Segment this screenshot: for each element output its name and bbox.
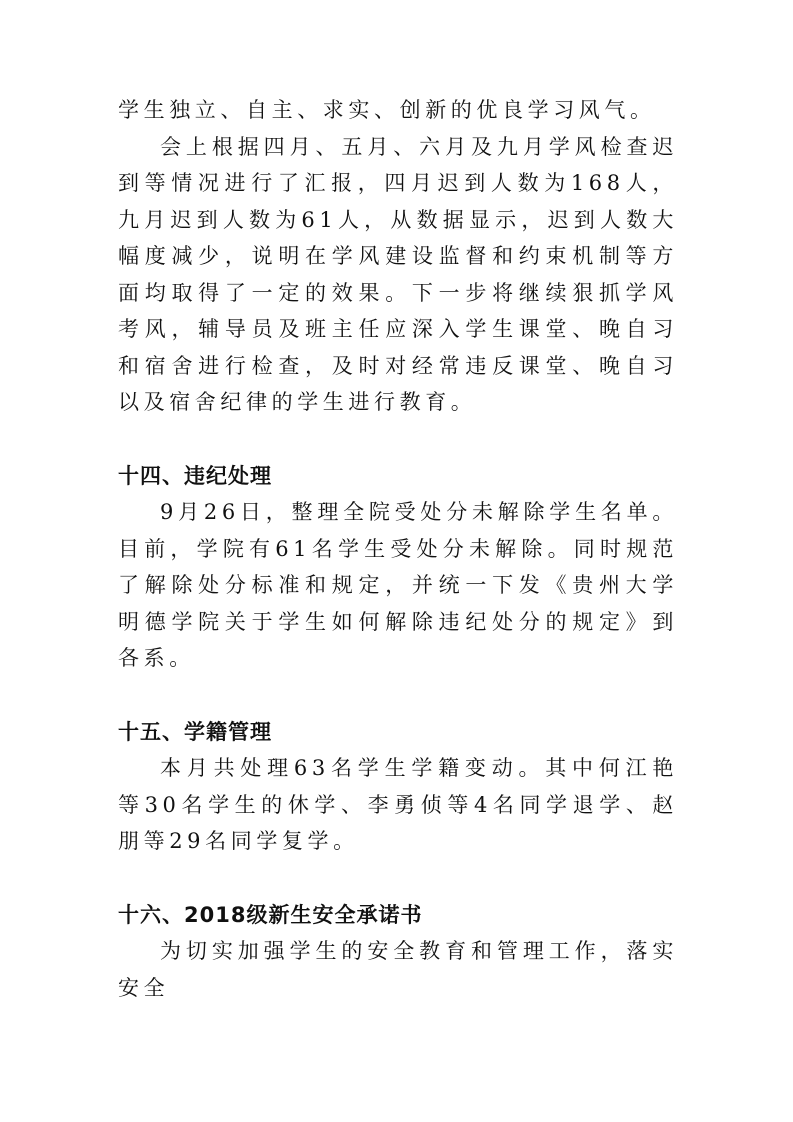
- section-heading-safety: 十六、2018级新生安全承诺书: [118, 902, 423, 927]
- document-page: [118, 92, 678, 1006]
- paragraph-report: 会上根据四月、五月、六月及九月学风检查迟到等情况进行了汇报，四月迟到人数为168人，九月迟到人数为61人，从数据显示，迟到人数大幅度减少，说明在学风建设监督和约束机制等方面均取得了一定的效果。下一步将继续狠抓学风考风，辅导员及班主任应深入学生课堂、晚自习和宿舍进行检查，及时对经常违反课堂、晚自习以及宿舍纪律的学生进行教育。: [118, 134, 678, 414]
- section-gap: [118, 677, 678, 714]
- section-heading-enrollment: 十五、学籍管理: [118, 719, 272, 744]
- paragraph-continuation: 学生独立、自主、求实、创新的优良学习风气。: [118, 98, 656, 122]
- section-gap: [118, 860, 678, 897]
- section-body-safety: 为切实加强学生的安全教育和管理工作，落实安全: [118, 939, 678, 1000]
- section-gap: [118, 421, 678, 458]
- section-body-enrollment: 本月共处理63名学生学籍变动。其中何江艳等30名学生的休学、李勇侦等4名同学退学、赵朋等29名同学复学。: [118, 756, 678, 853]
- section-body-discipline: 9月26日，整理全院受处分未解除学生名单。目前，学院有61名学生受处分未解除。同时规范了解除处分标准和规定，并统一下发《贵州大学明德学院关于学生如何解除违纪处分的规定》到各系。: [118, 500, 678, 670]
- section-heading-discipline: 十四、违纪处理: [118, 463, 272, 488]
